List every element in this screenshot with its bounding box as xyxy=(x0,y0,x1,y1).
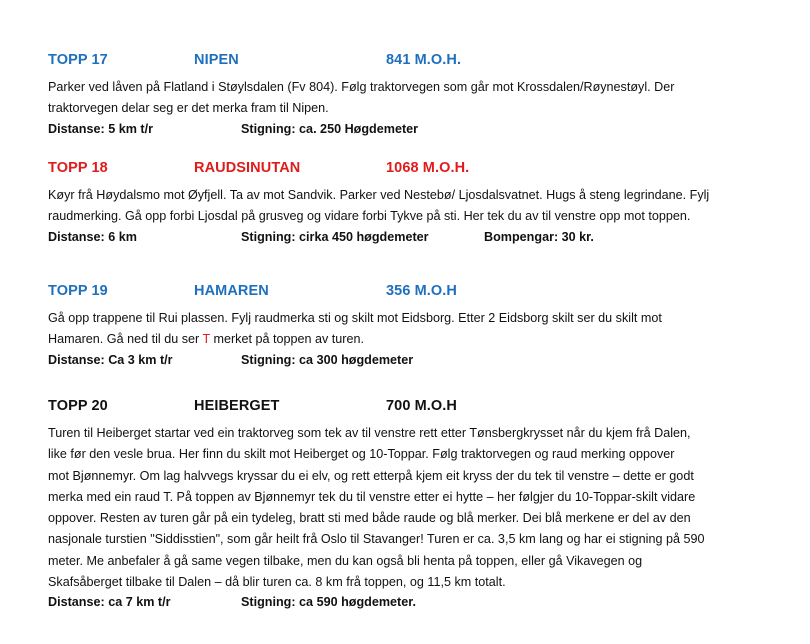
peak-height: 700 M.O.H xyxy=(386,398,458,414)
description-line: Skafsåberget tilbake til Dalen – då blir turen ca. 8 km frå toppen, og 11,5 km totalt. xyxy=(48,575,506,590)
description-line xyxy=(48,329,788,350)
description-line: traktorvegen delar seg er det merka fram til Nipen. xyxy=(48,101,329,116)
climb-label: Stigning: cirka 450 høgdemeter xyxy=(241,229,429,244)
peak-height: 356 M.O.H xyxy=(386,283,458,299)
climb-label: Stigning: ca 300 høgdemeter xyxy=(241,352,414,367)
entry-heading xyxy=(48,160,788,180)
entry-topp-19 xyxy=(48,283,788,370)
description-line: nasjonale turstien "Siddisstien", som går heilt frå Oslo til Stavanger! Turen er ca. 3,5 km lang og har ei stigning på 590 xyxy=(48,532,705,547)
peak-height: 1068 M.O.H. xyxy=(386,160,470,176)
description-line: mot Bjønnemyr. Om lag halvvegs kryssar du ei elv, og rett etterpå kjem eit kryss der du tek til venstre – dette er godt xyxy=(48,468,694,483)
t-marker: T xyxy=(202,332,210,347)
entry-description xyxy=(48,185,788,228)
entry-heading xyxy=(48,283,788,303)
description-line: raudmerking. Gå opp forbi Ljosdal på grusveg og vidare forbi Tykve på sti. Her tek du av til venstre opp mot toppen. xyxy=(48,209,691,224)
description-line: like før den vesle brua. Her finn du skilt mot Heiberget og 10-Toppar. Følg traktorvegen og raud merking oppover xyxy=(48,447,675,462)
peak-name: HEIBERGET xyxy=(194,398,280,414)
topp-number: TOPP 20 xyxy=(48,398,108,414)
topp-number: TOPP 17 xyxy=(48,52,108,68)
entry-heading xyxy=(48,398,788,418)
description-line: oppover. Resten av turen går på ein tydeleg, bratt sti med både raude og blå merker. Dei blå merkene er del av den xyxy=(48,511,691,526)
peak-height: 841 M.O.H. xyxy=(386,52,462,68)
entry-stats xyxy=(48,120,788,139)
distance-label: Distanse: 6 km xyxy=(48,229,137,244)
peak-name: RAUDSINUTAN xyxy=(194,160,301,176)
entry-topp-18 xyxy=(48,160,788,247)
climb-label: Stigning: ca 590 høgdemeter. xyxy=(241,595,416,610)
description-text: merket på toppen av turen. xyxy=(209,332,364,347)
description-line: Parker ved låven på Flatland i Støylsdalen (Fv 804). Følg traktorvegen som går mot Krossdalen/Røynestøyl. Der xyxy=(48,80,675,94)
description-line: Gå opp trappene til Rui plassen. Fylj raudmerka sti og skilt mot Eidsborg. Etter 2 Eidsborg skilt ser du skilt mot xyxy=(48,311,662,325)
description-text: Hamaren. Gå ned til du ser xyxy=(48,332,203,347)
entry-description xyxy=(48,308,788,351)
toll-label: Bompengar: 30 kr. xyxy=(484,229,594,244)
description-line: meter. Me anbefaler å gå same vegen tilbake, men du kan også bli henta på toppen, eller gå Vikavegen og xyxy=(48,553,643,568)
climb-label: Stigning: ca. 250 Høgdemeter xyxy=(241,121,419,136)
entry-stats xyxy=(48,351,788,370)
description-line: Turen til Heiberget startar ved ein traktorveg som tek av til venstre rett etter Tønsbergkrysset når du kjem frå Dalen, xyxy=(48,426,691,440)
topp-number: TOPP 19 xyxy=(48,283,108,299)
entry-heading xyxy=(48,52,788,72)
peak-name: HAMAREN xyxy=(194,283,269,299)
entry-topp-20 xyxy=(48,398,788,612)
entry-description xyxy=(48,77,788,120)
description-line: Køyr frå Høydalsmo mot Øyfjell. Ta av mot Sandvik. Parker ved Nestebø/ Ljosdalsvatnet. Hugs å steng legrindane. Fylj xyxy=(48,188,710,202)
description-line: merka med ein raud T. På toppen av Bjønnemyr tek du til venstre etter ei hytte – her følgjer du 10-Toppar-skilt vidare xyxy=(48,489,696,504)
topp-number: TOPP 18 xyxy=(48,160,108,176)
entry-stats xyxy=(48,228,788,247)
peak-name: NIPEN xyxy=(194,52,239,68)
distance-label: Distanse: Ca 3 km t/r xyxy=(48,352,173,367)
entry-description xyxy=(48,423,788,593)
distance-label: Distanse: 5 km t/r xyxy=(48,121,153,136)
distance-label: Distanse: ca 7 km t/r xyxy=(48,595,171,610)
entry-topp-17 xyxy=(48,52,788,139)
entry-stats xyxy=(48,593,788,612)
